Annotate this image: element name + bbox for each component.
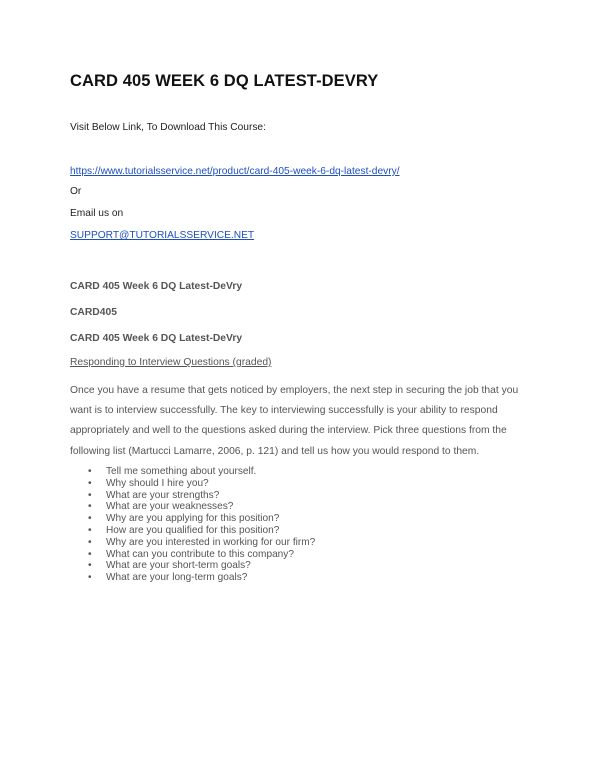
bullet-icon: • (88, 548, 92, 560)
bullet-icon: • (88, 477, 92, 489)
question-text: What are your strengths? (106, 489, 220, 501)
list-item (88, 466, 315, 478)
list-item (88, 537, 315, 549)
assignment-title: Responding to Interview Questions (graded) (70, 357, 272, 368)
list-item (88, 572, 315, 584)
question-text: What are your short-term goals? (106, 560, 251, 572)
content-heading-1: CARD 405 Week 6 DQ Latest-DeVry (70, 281, 243, 292)
email-label: Email us on (70, 208, 124, 219)
bullet-icon: • (88, 536, 92, 548)
bullet-icon: • (88, 466, 92, 477)
question-text: Why are you interested in working for our firm? (106, 536, 316, 548)
list-item (88, 490, 315, 502)
list-item (88, 525, 315, 537)
support-email-link[interactable]: SUPPORT@TUTORIALSSERVICE.NET (70, 230, 255, 241)
list-item (88, 478, 315, 490)
bullet-icon: • (88, 560, 92, 572)
content-heading-2: CARD 405 Week 6 DQ Latest-DeVry (70, 333, 243, 344)
question-text: Why are you applying for this position? (106, 513, 280, 525)
or-text: Or (70, 186, 82, 197)
visit-instruction: Visit Below Link, To Download This Course: (70, 122, 266, 133)
question-text: Tell me something about yourself. (106, 466, 257, 477)
list-item (88, 513, 315, 525)
list-item (88, 560, 315, 572)
list-item (88, 501, 315, 513)
assignment-paragraph: Once you have a resume that gets noticed by employers, the next step in securing the job that you want is to interview successfully. The key to interviewing successfully is your ability to respond appropriately and well to the questions asked during the interview. Pick three questions from the following list (Martucci Lamarre, 2006, p. 121) and tell us how you would respond to them. (70, 385, 519, 457)
question-text: What can you contribute to this company? (106, 548, 294, 560)
question-text: What are your long-term goals? (106, 572, 248, 584)
bullet-icon: • (88, 513, 92, 525)
bullet-icon: • (88, 524, 92, 536)
bullet-icon: • (88, 572, 92, 584)
list-item (88, 549, 315, 561)
question-text: Why should I hire you? (106, 477, 209, 489)
course-download-link[interactable]: https://www.tutorialsservice.net/product/card-405-week-6-dq-latest-devry/ (70, 166, 400, 177)
questions-list (88, 466, 315, 584)
question-text: How are you qualified for this position? (106, 524, 280, 536)
course-code: CARD405 (70, 307, 117, 318)
bullet-icon: • (88, 489, 92, 501)
course-link-line (70, 166, 400, 177)
question-text: What are your weaknesses? (106, 501, 234, 513)
bullet-icon: • (88, 501, 92, 513)
email-link-line (70, 230, 254, 241)
page-title: CARD 405 WEEK 6 DQ LATEST-DEVRY (70, 72, 379, 90)
